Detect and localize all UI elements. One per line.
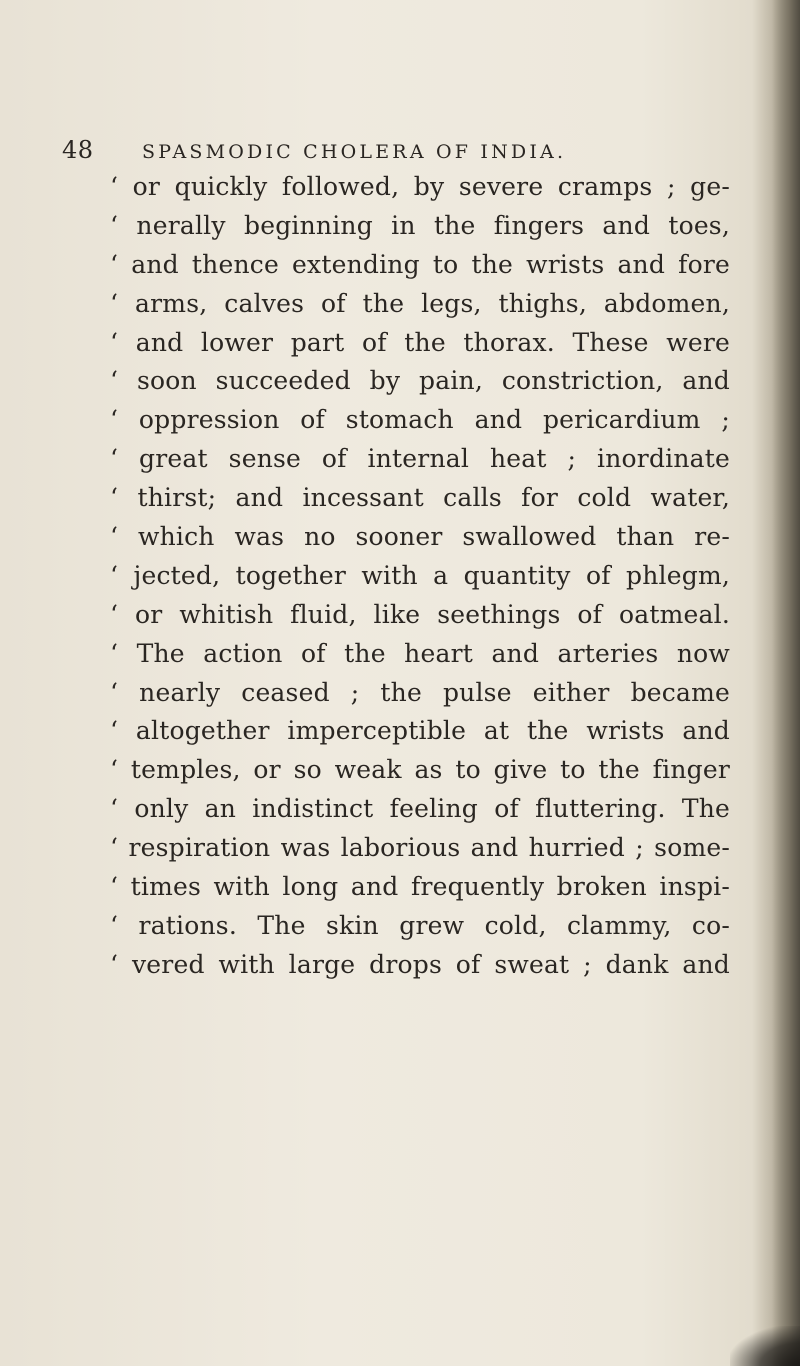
text-line: ‘ and thence extending to the wrists and fore <box>110 249 730 279</box>
page-edge-shadow <box>772 0 800 1366</box>
text-line: ‘ soon succeeded by pain, constriction, and <box>110 366 730 396</box>
text-line: ‘ or quickly followed, by severe cramps ; ge- <box>110 172 730 201</box>
text-line: ‘ nerally beginning in the fingers and toes, <box>110 210 730 240</box>
text-line: ‘ temples, or so weak as to give to the finger <box>110 755 730 785</box>
body-text <box>110 168 730 985</box>
text-line: ‘ thirst; and incessant calls for cold water, <box>110 483 730 513</box>
page-number: 48 <box>62 136 94 164</box>
text-line: ‘ great sense of internal heat ; inordinate <box>110 444 730 474</box>
text-line: ‘ nearly ceased ; the pulse either became <box>110 677 730 707</box>
text-line: ‘ which was no sooner swallowed than re- <box>110 522 730 552</box>
text-line: ‘ rations. The skin grew cold, clammy, co- <box>110 910 730 940</box>
text-line: ‘ altogether imperceptible at the wrists and <box>110 716 730 746</box>
text-line: ‘ times with long and frequently broken inspi- <box>110 872 730 902</box>
running-head-title: SPASMODIC CHOLERA OF INDIA. <box>142 141 567 163</box>
text-line: ‘ vered with large drops of sweat ; dank and <box>110 949 730 979</box>
page-corner-shadow <box>730 1326 800 1366</box>
text-line: ‘ only an indistinct feeling of fluttering. The <box>110 794 730 824</box>
text-line: ‘ The action of the heart and arteries now <box>110 638 730 668</box>
text-line: ‘ and lower part of the thorax. These were <box>110 327 730 357</box>
running-head <box>62 136 722 170</box>
text-line: ‘ or whitish fluid, like seethings of oatmeal. <box>110 599 730 629</box>
text-line: ‘ jected, together with a quantity of phlegm, <box>110 560 730 590</box>
text-line: ‘ arms, calves of the legs, thighs, abdomen, <box>110 288 730 318</box>
text-line: ‘ respiration was laborious and hurried ; some- <box>110 833 730 863</box>
text-line: ‘ oppression of stomach and pericardium ; <box>110 405 730 435</box>
